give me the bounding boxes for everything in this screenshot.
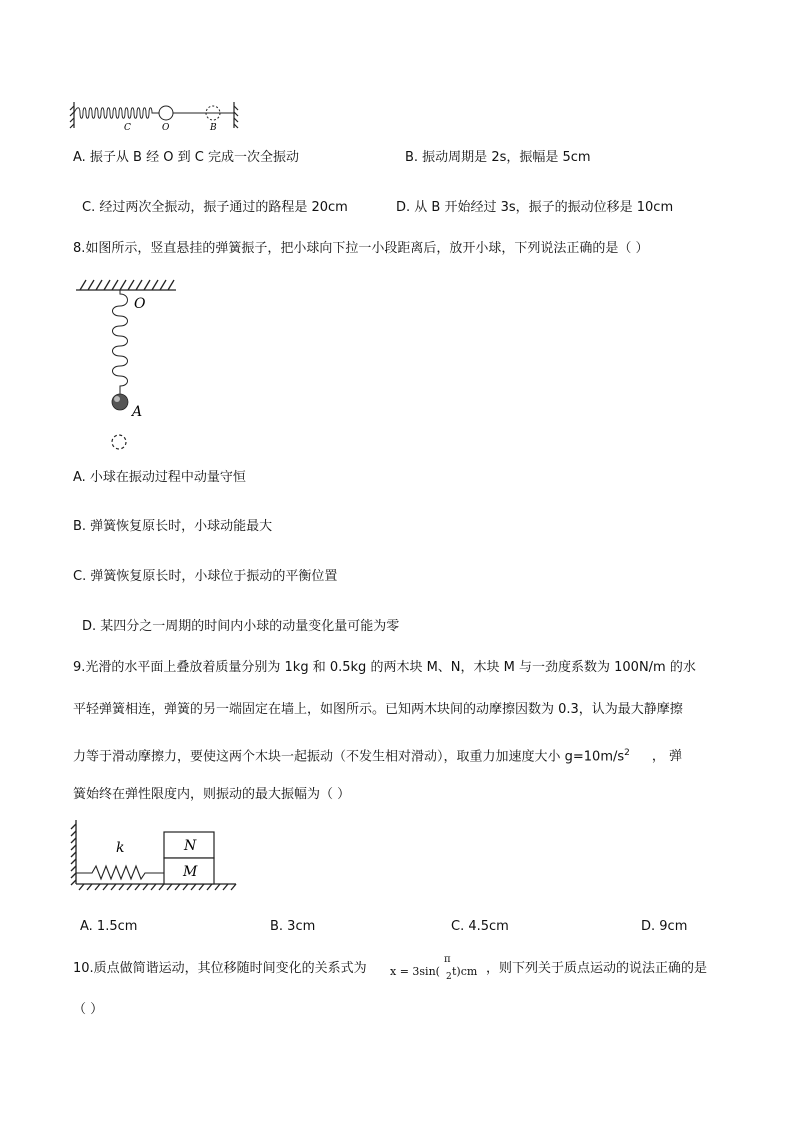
label-k: k <box>116 840 125 856</box>
q8-stem: 8.如图所示，竖直悬挂的弹簧振子，把小球向下拉一小段距离后，放开小球，下列说法正确的是（ ） <box>73 241 649 256</box>
hanging-ball <box>112 394 128 410</box>
label-o-point: O <box>134 296 146 312</box>
q9-line3-tail: ， 弹 <box>651 749 683 765</box>
right-wall <box>234 102 238 128</box>
q9-option-c: C. 4.5cm <box>451 919 509 934</box>
q8-option-d: D. 某四分之一周期的时间内小球的动量变化量可能为零 <box>82 619 400 634</box>
q7-option-d: D. 从 B 开始经过 3s，振子的振动位移是 10cm <box>396 200 674 215</box>
dashed-ball-below <box>112 435 126 449</box>
q7-option-b: B. 振动周期是 2s，振幅是 5cm <box>405 150 591 165</box>
formula-two: 2 <box>446 972 452 982</box>
q9-line3-exponent: 2 <box>624 748 630 758</box>
horizontal-spring <box>74 108 159 119</box>
q10-paren: （ ） <box>73 1002 104 1017</box>
label-m: M <box>183 864 198 880</box>
label-n: N <box>184 838 197 854</box>
q10-formula <box>390 954 486 986</box>
q9-line3-text: 力等于滑动摩擦力，要使这两个木块一起振动（不发生相对滑动），取重力加速度大小 g=10m/s <box>73 749 625 765</box>
q9-stem-line3 <box>73 744 682 766</box>
q10-stem-pre: 10.质点做简谐运动，其位移随时间变化的关系式为 <box>73 961 367 976</box>
label-c: C <box>124 123 131 133</box>
q9-option-d: D. 9cm <box>641 919 688 934</box>
stacked-blocks-figure <box>70 818 240 892</box>
label-a-point: A <box>132 404 143 420</box>
q9-option-a: A. 1.5cm <box>80 919 138 934</box>
q8-option-c: C. 弹簧恢复原长时，小球位于振动的平衡位置 <box>73 569 338 584</box>
q7-option-a: A. 振子从 B 经 O 到 C 完成一次全振动 <box>73 150 299 165</box>
label-b: B <box>210 123 217 133</box>
oscillator-ball <box>159 106 173 120</box>
vertical-spring <box>113 290 128 395</box>
q10-stem-post: ，则下列关于质点运动的说法正确的是 <box>486 961 708 976</box>
q7-option-c: C. 经过两次全振动，振子通过的路程是 20cm <box>82 200 348 215</box>
vertical-spring-figure <box>72 276 182 452</box>
horizontal-spring-figure <box>70 98 240 134</box>
q9-stem-line1: 9.光滑的水平面上叠放着质量分别为 1kg 和 0.5kg 的两木块 M、N，木块 M 与一劲度系数为 100N/m 的水 <box>73 660 696 675</box>
q9-option-b: B. 3cm <box>270 919 316 934</box>
ceiling <box>76 280 176 290</box>
wall-left <box>71 820 76 885</box>
floor <box>76 884 236 890</box>
ball-highlight <box>114 396 120 402</box>
formula-pi: π <box>444 954 451 965</box>
formula-end: t)cm <box>452 965 478 978</box>
q8-option-b: B. 弹簧恢复原长时，小球动能最大 <box>73 519 273 534</box>
formula-main: x = 3sin( <box>390 965 440 978</box>
q9-stem-line4: 簧始终在弹性限度内，则振动的最大振幅为（ ） <box>73 787 351 802</box>
zigzag-spring <box>76 866 164 879</box>
q9-stem-line2: 平轻弹簧相连，弹簧的另一端固定在墙上，如图所示。已知两木块间的动摩擦因数为 0.3，认为最大静摩擦 <box>73 702 683 717</box>
left-wall <box>70 102 74 128</box>
label-o: O <box>162 123 170 133</box>
q8-option-a: A. 小球在振动过程中动量守恒 <box>73 470 246 485</box>
